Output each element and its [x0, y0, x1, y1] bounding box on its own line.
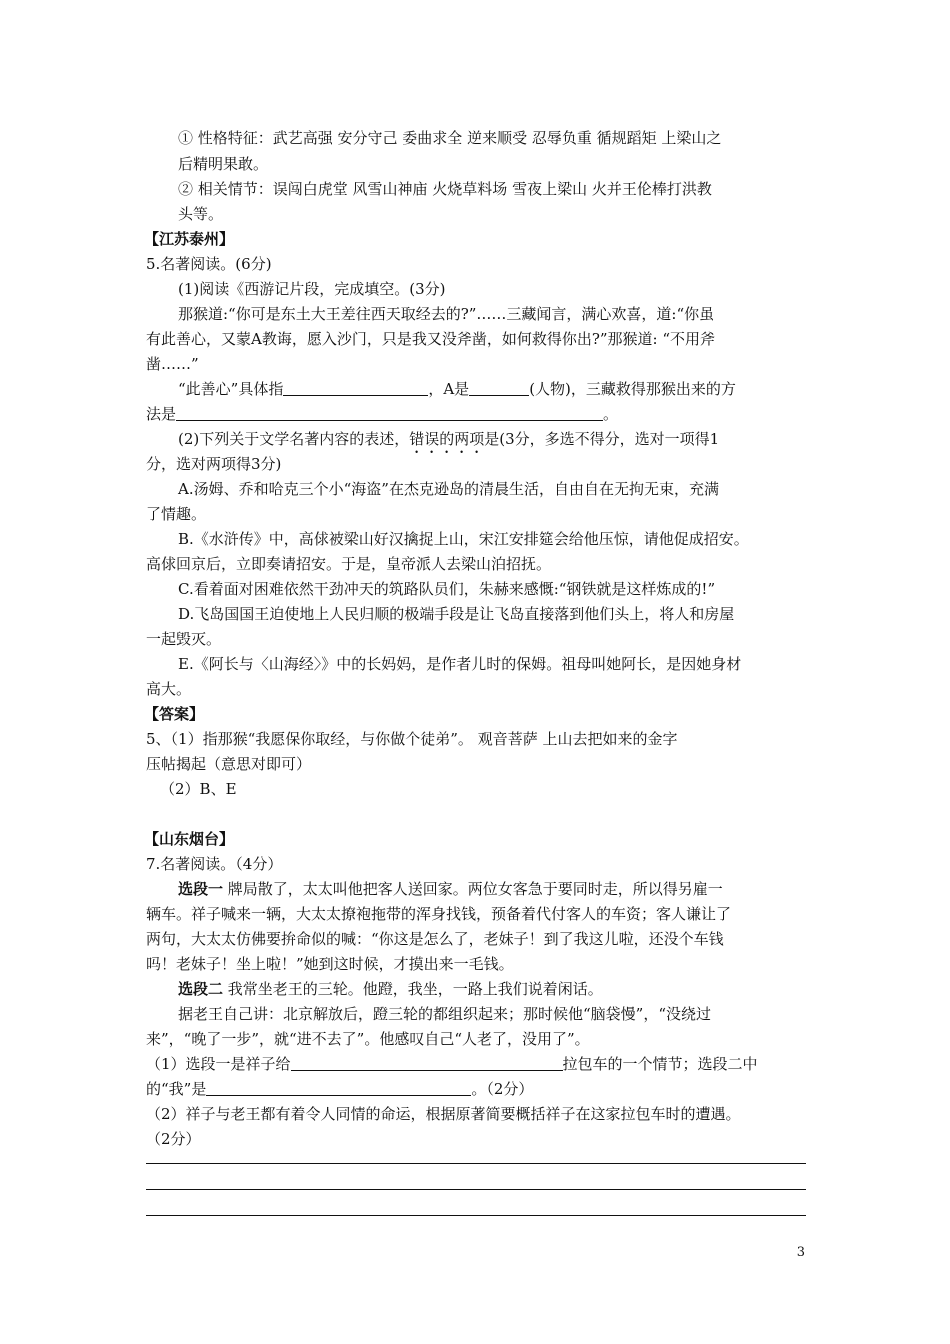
answer-blank[interactable] [291, 1054, 563, 1071]
passage-line: 凿……” [146, 355, 199, 373]
selection-text: 我常坐老王的三轮。他蹬，我坐，一路上我们说着闲话。 [223, 980, 603, 998]
question-text: 分，选对两项得3分) [146, 455, 282, 473]
plot-line-2: 头等。 [178, 205, 224, 223]
option-d-cont: 一起毁灭。 [146, 630, 222, 648]
option-e: E.《阿长与〈山海经〉》中的长妈妈，是作者儿时的保姆。祖母叫她阿长，是因她身材 [178, 655, 742, 673]
option-e-cont: 高大。 [146, 680, 192, 698]
question-text: （2分） [146, 1130, 201, 1148]
fill-text: (人物)，三藏救得那猴出来的方 [529, 380, 736, 398]
selection-text: 牌局散了，太太叫他把客人送回家。两位女客急于要同时走，所以得另雇一 [223, 880, 723, 898]
fill-text: ，A是 [428, 380, 470, 398]
fill-text: 的“我”是 [146, 1080, 207, 1098]
answer-line: 5、（1）指那猴“我愿保你取经，与你做个徒弟”。 观音菩萨 上山去把如来的金字 [146, 730, 678, 748]
section-heading-jiangsu: 【江苏泰州】 [144, 230, 235, 248]
selection-1-line: 吗！老妹子！坐上啦！”她到这时候，才摸出来一毛钱。 [146, 955, 514, 973]
option-d: D.飞岛国国王迫使地上人民归顺的极端手段是让飞岛直接落到他们头上，将人和房屋 [178, 605, 735, 623]
passage-line: 有此善心，又蒙A教诲，愿入沙门，只是我又没斧凿，如何救得你出?”那猴道: “不用斧 [146, 330, 716, 348]
selection-1-line [178, 877, 723, 901]
option-b: B.《水浒传》中，高俅被梁山好汉擒捉上山，宋江安排筵会给他压惊，请他促成招安。 [178, 530, 749, 548]
fill-text: 法是 [146, 405, 177, 423]
question-text: 是(3分，多选不得分，选对一项得1 [484, 430, 720, 448]
passage-line: 那猴道:“你可是东土大王差往西天取经去的?”……三藏闻言，满心欢喜，道:“你虽 [178, 305, 715, 323]
page-number: 3 [796, 1245, 805, 1260]
answer-line-rule[interactable] [146, 1215, 806, 1216]
question-part-1: (1)阅读《西游记片段，完成填空。(3分) [178, 280, 446, 298]
selection-2-line: 据老王自己讲：北京解放后，蹬三轮的都组织起来；那时候他“脑袋慢”，“没绕过 [178, 1005, 712, 1023]
question-text: (2)下列关于文学名著内容的表述， [178, 430, 410, 448]
selection-1-line: 辆车。祥子喊来一辆，大太太撩袍拖带的浑身找钱，预备着代付客人的车资；客人谦让了 [146, 905, 732, 923]
fill-blank-line [146, 1052, 758, 1076]
answer-heading: 【答案】 [144, 705, 205, 723]
answer-blank[interactable] [469, 379, 529, 396]
answer-line: （2）B、E [160, 780, 237, 798]
selection-1-line: 两句，大太太仿佛要拚命似的喊：“你这是怎么了，老妹子！到了我这儿啦，还没个车钱 [146, 930, 724, 948]
selection-2-line: 来”，“晚了一步”，就“进不去了”。他感叹自己“人老了，没用了”。 [146, 1030, 590, 1048]
option-b-cont: 高俅回京后，立即奏请招安。于是，皇帝派人去梁山泊招抚。 [146, 555, 552, 573]
option-a-cont: 了情趣。 [146, 505, 207, 523]
answer-blank[interactable] [176, 404, 603, 421]
question-title: 7.名著阅读。（4分） [146, 855, 283, 873]
plot-line-1: ② 相关情节：误闯白虎堂 风雪山神庙 火烧草料场 雪夜上梁山 火并王伦棒打洪教 [178, 180, 712, 198]
fill-blank-line [178, 377, 736, 401]
answer-line-rule[interactable] [146, 1189, 806, 1190]
question-title: 5.名著阅读。(6分) [146, 255, 272, 273]
trait-line-2: 后精明果敢。 [178, 155, 269, 173]
fill-blank-line [146, 1077, 533, 1101]
section-heading-shandong: 【山东烟台】 [144, 830, 235, 848]
answer-blank[interactable] [283, 379, 428, 396]
fill-text: 。 [603, 405, 619, 423]
answer-line-rule[interactable] [146, 1163, 806, 1164]
answer-blank[interactable] [206, 1079, 471, 1096]
fill-text: 。（2分） [471, 1080, 534, 1098]
selection-label: 选段一 [178, 880, 224, 898]
option-a: A.汤姆、乔和哈克三个小“海盗”在杰克逊岛的清晨生活，自由自在无拘无束，充满 [178, 480, 719, 498]
option-c: C.看着面对困难依然干劲冲天的筑路队员们，朱赫来感慨:“钢铁就是这样炼成的!” [178, 580, 716, 598]
fill-text: “此善心”具体指 [178, 380, 284, 398]
trait-line-1: ① 性格特征：武艺高强 安分守己 委曲求全 逆来顺受 忍辱负重 循规蹈矩 上梁山之 [178, 129, 722, 147]
selection-2-line [178, 977, 603, 1001]
question-text: （2）祥子与老王都有着令人同情的命运，根据原著简要概括祥子在这家拉包车时的遭遇。 [146, 1105, 741, 1123]
selection-label: 选段二 [178, 980, 224, 998]
fill-blank-line [146, 402, 618, 426]
emphasized-text: 错误的两项 [409, 430, 485, 448]
fill-text: （1）选段一是祥子给 [146, 1055, 291, 1073]
fill-text: 拉包车的一个情节；选段二中 [562, 1055, 758, 1073]
answer-line: 压帖揭起（意思对即可） [146, 755, 312, 773]
